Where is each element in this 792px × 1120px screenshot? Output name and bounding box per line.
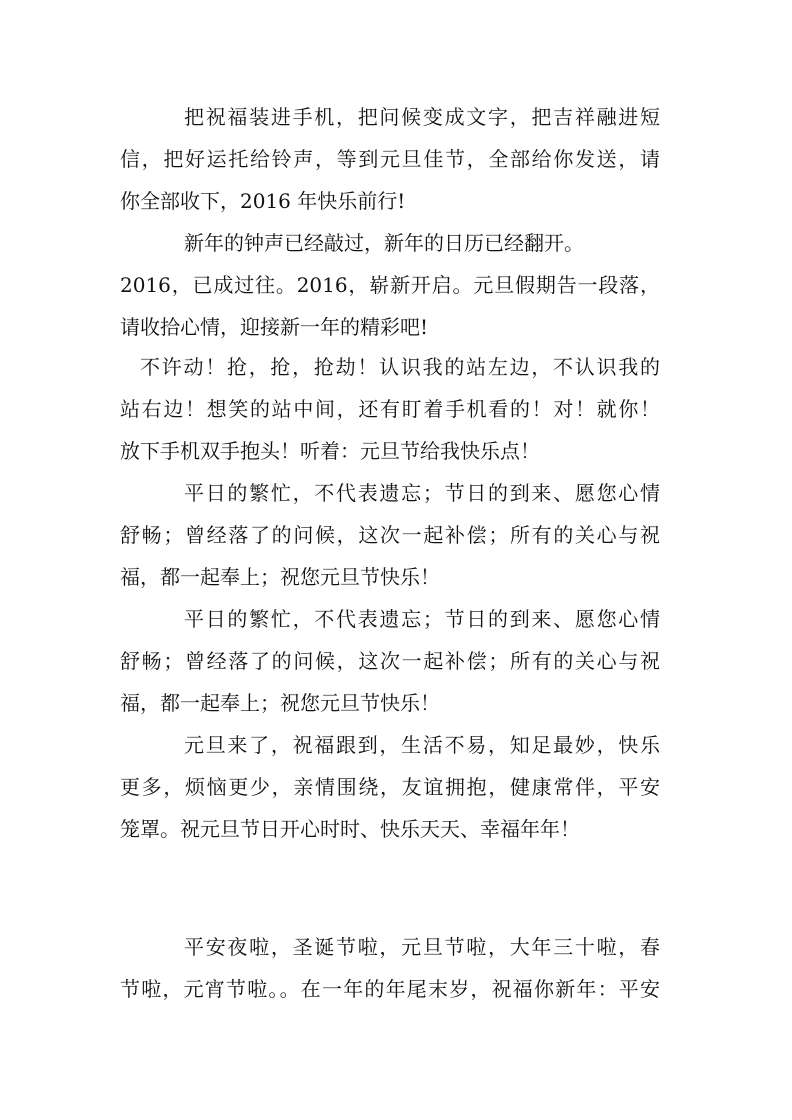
text-line: 更多，烦恼更少，亲情围绕，友谊拥抱，健康常伴，平安 <box>120 775 660 799</box>
text-line: 请收拾心情，迎接新一年的精彩吧! <box>120 315 429 339</box>
text-line: 把祝福装进手机，把问候变成文字，把吉祥融进短 <box>184 105 660 129</box>
text-line: 你全部收下，2016 年快乐前行! <box>120 189 406 213</box>
text-line: 不许动！抢，抢，抢劫！认识我的站左边，不认识我的 <box>140 355 660 379</box>
text-line: 平日的繁忙，不代表遗忘；节日的到来、愿您心情 <box>184 607 660 631</box>
text-line: 福，都一起奉上；祝您元旦节快乐！ <box>120 691 440 715</box>
text-line: 2016，已成过往。2016，崭新开启。元旦假期告一段落， <box>120 273 660 297</box>
text-line: 信，把好运托给铃声，等到元旦佳节，全部给你发送，请 <box>120 147 660 171</box>
text-line: 福，都一起奉上；祝您元旦节快乐！ <box>120 565 440 589</box>
text-line: 放下手机双手抱头！听着：元旦节给我快乐点！ <box>120 439 540 463</box>
text-line: 元旦来了，祝福跟到，生活不易，知足最妙，快乐 <box>184 733 660 757</box>
text-line: 平安夜啦，圣诞节啦，元旦节啦，大年三十啦，春 <box>184 935 660 959</box>
text-line: 舒畅；曾经落了的问候，这次一起补偿；所有的关心与祝 <box>120 523 660 547</box>
text-line: 平日的繁忙，不代表遗忘；节日的到来、愿您心情 <box>184 481 660 505</box>
text-line: 新年的钟声已经敲过，新年的日历已经翻开。 <box>184 231 584 255</box>
text-line: 舒畅；曾经落了的问候，这次一起补偿；所有的关心与祝 <box>120 649 660 673</box>
text-line: 站右边！想笑的站中间，还有盯着手机看的！对！就你！ <box>120 397 660 421</box>
text-line: 笼罩。祝元旦节日开心时时、快乐天天、幸福年年！ <box>120 817 580 841</box>
text-line: 节啦，元宵节啦。。在一年的年尾末岁，祝福你新年：平安 <box>120 977 660 1001</box>
